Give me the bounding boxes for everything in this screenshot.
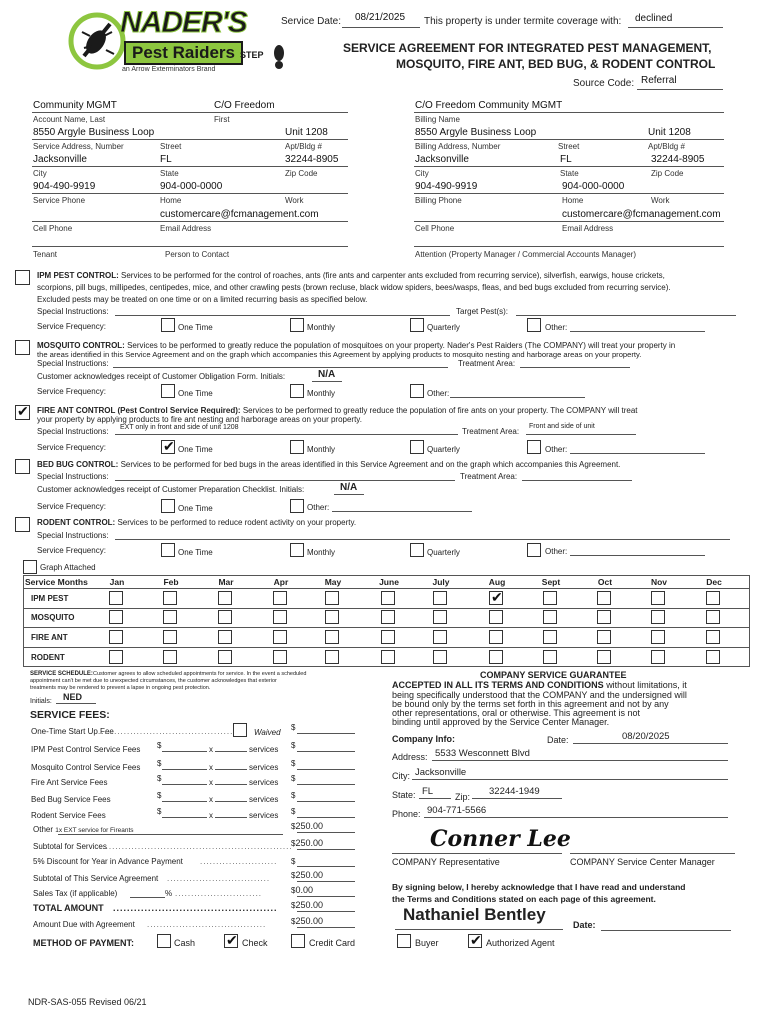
subtotal-agreement-amount[interactable]: 250.00 (295, 870, 323, 880)
rodent-checkbox[interactable] (15, 517, 30, 532)
ipm-one-time-label: One Time (178, 323, 213, 332)
billing-state-value[interactable]: FL (560, 154, 572, 165)
schedule-checkbox-1-5[interactable] (381, 610, 395, 624)
schedule-row-label-1: MOSQUITO (31, 613, 75, 622)
ipm-checkbox[interactable] (15, 270, 30, 285)
attention-label: Attention (Property Manager / Commercial Accounts Manager) (415, 250, 636, 259)
month-header-6: July (432, 577, 450, 587)
rodent-frequency-label: Service Frequency: (37, 546, 106, 555)
billing-email-value[interactable]: customercare@fcmanagement.com (562, 209, 721, 220)
schedule-checkbox-0-3[interactable] (273, 591, 287, 605)
currency-sign: $ (291, 886, 296, 895)
schedule-checkbox-2-0[interactable] (109, 630, 123, 644)
sales-tax-label: Sales Tax (if applicable) (33, 889, 118, 898)
schedule-checkbox-3-11[interactable] (706, 650, 720, 664)
guarantee-text4: other representations, oral or otherwise. This agreement is not (392, 708, 640, 718)
month-header-4: May (324, 577, 342, 587)
rodent-other-checkbox[interactable] (527, 543, 541, 557)
fire-ant-one-time-label: One Time (178, 445, 213, 454)
fee-row-services-2: services (249, 763, 279, 772)
email-label: Email Address (160, 224, 212, 233)
schedule-checkbox-1-2[interactable] (218, 610, 232, 624)
schedule-checkbox-0-10[interactable] (651, 591, 665, 605)
billing-home-value[interactable]: 904-000-0000 (562, 181, 625, 192)
rodent-title: RODENT CONTROL: (37, 518, 116, 527)
company-state-label: State: (392, 790, 416, 800)
rodent-quarterly-checkbox[interactable] (410, 543, 424, 557)
total-amount[interactable]: 250.00 (295, 900, 323, 910)
fee-row-amount-currency-1: $ (291, 741, 296, 750)
credit-card-label: Credit Card (309, 938, 356, 948)
rodent-one-time-checkbox[interactable] (161, 543, 175, 557)
company-address-label: Address: (392, 752, 428, 762)
schedule-initials-label: Initials: (30, 698, 52, 705)
schedule-checkbox-3-6[interactable] (433, 650, 447, 664)
ipm-special-label: Special Instructions: (37, 307, 109, 316)
billing-name-value[interactable]: C/O Freedom Community MGMT (415, 100, 563, 111)
fire-ant-quarterly-label: Quarterly (427, 445, 460, 454)
home-phone-value[interactable]: 904-000-0000 (160, 181, 223, 192)
email-value[interactable]: customercare@fcmanagement.com (160, 209, 319, 220)
bed-bug-ack-label: Customer acknowledges receipt of Customer Preparation Checklist. Initials: (37, 485, 305, 494)
graph-attached-checkbox[interactable] (23, 560, 37, 574)
bed-bug-treatment-label: Treatment Area: (460, 472, 518, 481)
graph-attached-label: Graph Attached (40, 563, 96, 572)
schedule-checkbox-0-7[interactable] (489, 591, 503, 605)
fire-ant-monthly-label: Monthly (307, 445, 336, 454)
company-date[interactable]: 08/20/2025 (622, 731, 670, 742)
agreement-title-line1: SERVICE AGREEMENT FOR INTEGRATED PEST MANAGEMENT, (343, 41, 712, 55)
service-zip-value[interactable]: 32244-8905 (285, 154, 339, 165)
billing-address-value[interactable]: 8550 Argyle Business Loop (415, 127, 537, 138)
schedule-checkbox-2-8[interactable] (543, 630, 557, 644)
rodent-desc1: Services to be performed to reduce rodent activity on your property. (117, 518, 357, 527)
zip-label: Zip Code (285, 169, 318, 178)
schedule-checkbox-0-1[interactable] (163, 591, 177, 605)
home-label: Home (160, 196, 182, 205)
service-address-label: Service Address, Number (33, 142, 124, 151)
schedule-checkbox-1-1[interactable] (163, 610, 177, 624)
schedule-checkbox-1-11[interactable] (706, 610, 720, 624)
logo-name: Pest Raiders (124, 41, 243, 65)
mosquito-other-label: Other: (427, 389, 450, 398)
ipm-frequency-label: Service Frequency: (37, 322, 106, 331)
fee-row-x-1: x (209, 745, 213, 754)
billing-name-label: Billing Name (415, 115, 460, 124)
mosquito-desc2: the areas identified in this Service Agreement and on the graph which accompanies this Agreement by applying products to mosquito nesting and harborage areas on your property. (37, 350, 642, 359)
fee-row-services-4: services (249, 795, 279, 804)
company-logo (62, 4, 282, 78)
company-zip[interactable]: 32244-1949 (489, 786, 540, 797)
fee-row-x-5: x (209, 811, 213, 820)
discount-currency: $ (291, 857, 296, 866)
month-header-1: Feb (163, 577, 179, 587)
ipm-other-label: Other: (545, 323, 568, 332)
fee-row-x-2: x (209, 763, 213, 772)
month-header-7: Aug (488, 577, 506, 587)
bed-bug-desc1: Services to be performed for bed bugs in the areas identified in this Service Agreement and on the graph which accompanies this Agreement. (120, 460, 621, 469)
fee-row-currency-2: $ (157, 759, 162, 768)
billing-email-label: Email Address (562, 224, 614, 233)
month-header-11: Dec (706, 577, 722, 587)
schedule-checkbox-1-0[interactable] (109, 610, 123, 624)
service-state-value[interactable]: FL (160, 154, 172, 165)
company-phone[interactable]: 904-771-5566 (427, 805, 487, 816)
service-schedule-label: SERVICE SCHEDULE: (30, 671, 93, 677)
service-fees-title: SERVICE FEES: (30, 709, 110, 721)
mosquito-desc1: Services to be performed to greatly reduce the population of mosquitoes on your property. Nader's Pest Raiders (The COMPANY) will treat your property in (127, 341, 676, 350)
schedule-checkbox-1-6[interactable] (433, 610, 447, 624)
guarantee-text2: being specifically understood that the COMPANY and the undersigned will (392, 690, 687, 700)
fee-row-amount-currency-0: $ (291, 723, 296, 732)
billing-zip-label: Zip Code (651, 169, 684, 178)
ipm-monthly-label: Monthly (307, 323, 336, 332)
ipm-quarterly-label: Quarterly (427, 323, 460, 332)
ipm-desc1: Services to be performed for the control of roaches, ants (fire ants and carpenter ants excluded from recurring service), silverfish, earwigs, house crickets, (121, 271, 665, 280)
fire-ant-desc1: Services to be performed to greatly reduce the population of fire ants on your property. The COMPANY will treat (242, 406, 638, 415)
person-to-contact-label: Person to Contact (165, 250, 230, 259)
customer-signature[interactable]: Nathaniel Bentley (403, 905, 546, 924)
currency-sign: $ (291, 822, 296, 831)
ipm-target-label: Target Pest(s): (456, 307, 509, 316)
billing-apt-label: Apt/Bldg # (648, 142, 685, 151)
subtotal-services-amount[interactable]: 250.00 (295, 838, 323, 848)
account-name-label: Account Name, Last (33, 115, 106, 124)
rodent-monthly-checkbox[interactable] (290, 543, 304, 557)
service-address-value[interactable]: 8550 Argyle Business Loop (33, 127, 155, 138)
fire-ant-frequency-label: Service Frequency: (37, 443, 106, 452)
cell-phone-label: Cell Phone (33, 224, 73, 233)
bed-bug-title: BED BUG CONTROL: (37, 460, 119, 469)
account-name-value[interactable]: Community MGMT (33, 100, 117, 111)
fee-row-label-4: Bed Bug Service Fees (31, 795, 111, 804)
fire-ant-treatment-label: Treatment Area: (462, 427, 520, 436)
ipm-title: IPM PEST CONTROL: (37, 271, 119, 280)
subtotal-services-label: Subtotal for Services (33, 842, 107, 851)
discount-label: 5% Discount for Year in Advance Payment (33, 857, 183, 866)
signature-ack2: the Terms and Conditions stated on each page of this agreement. (392, 894, 656, 904)
fee-row-services-3: services (249, 778, 279, 787)
schedule-initials[interactable]: NED (63, 692, 83, 702)
cash-label: Cash (174, 938, 196, 948)
step-logo: STEP (240, 50, 264, 60)
billing-city-value[interactable]: Jacksonville (415, 154, 469, 165)
schedule-checkbox-2-1[interactable] (163, 630, 177, 644)
schedule-checkbox-0-9[interactable] (597, 591, 611, 605)
credit-card-checkbox[interactable] (291, 934, 305, 948)
guarantee-text1: without limitations, it (606, 680, 687, 690)
ipm-quarterly-checkbox[interactable] (410, 318, 424, 332)
service-schedule-text1: Customer agrees to allow scheduled appointments for service. In the event a scheduled (93, 671, 307, 677)
schedule-checkbox-1-10[interactable] (651, 610, 665, 624)
service-date-label: Service Date: (281, 16, 342, 27)
fire-ant-quarterly-checkbox[interactable] (410, 440, 424, 454)
billing-city-label: City (415, 169, 429, 178)
currency-sign: $ (291, 871, 296, 880)
waived-label: Waived (254, 728, 281, 737)
service-schedule-text3: treatments may be rendered to prevent a lapse in ongoing pest protection. (30, 685, 211, 691)
service-city-value[interactable]: Jacksonville (33, 154, 87, 165)
authorized-agent-checkbox[interactable] (468, 934, 482, 948)
company-rep-label: COMPANY Representative (392, 857, 500, 867)
service-unit-value[interactable]: Unit 1208 (285, 127, 328, 138)
fee-row-amount-currency-2: $ (291, 759, 296, 768)
signature-ack1: By signing below, I hereby acknowledge that I have read and understand (392, 882, 686, 892)
fee-row-x-3: x (209, 778, 213, 787)
fire-ant-special-value[interactable]: EXT only in front and side of unit 1208 (120, 424, 239, 431)
authorized-agent-label: Authorized Agent (486, 938, 555, 948)
service-phone-label: Service Phone (33, 196, 86, 205)
company-city-label: City: (392, 771, 410, 781)
schedule-row-label-3: RODENT (31, 653, 65, 662)
schedule-checkbox-3-8[interactable] (543, 650, 557, 664)
mosquito-special-label: Special Instructions: (37, 359, 109, 368)
month-header-2: Mar (218, 577, 234, 587)
service-months-header: Service Months (25, 577, 88, 587)
footprint-icon (272, 44, 286, 70)
schedule-checkbox-2-11[interactable] (706, 630, 720, 644)
payment-method-label: METHOD OF PAYMENT: (33, 938, 135, 948)
mosquito-one-time-label: One Time (178, 389, 213, 398)
work-label: Work (285, 196, 304, 205)
service-phone-value[interactable]: 904-490-9919 (33, 181, 96, 192)
fire-ant-checkbox[interactable] (15, 405, 30, 420)
schedule-checkbox-3-3[interactable] (273, 650, 287, 664)
fire-ant-treatment-value[interactable]: Front and side of unit (529, 423, 595, 430)
fee-row-label-1: IPM Pest Control Service Fees (31, 745, 141, 754)
fee-row-label-5: Rodent Service Fees (31, 811, 106, 820)
guarantee-title: COMPANY SERVICE GUARANTEE (480, 670, 627, 680)
company-date-label: Date: (547, 735, 569, 745)
ipm-desc2: scorpions, pill bugs, millipedes, centipedes, mice, and other crawling pests (brown recluse, black widow spiders, bees/wasps, fleas, and bed bugs excluded from recurring service). (37, 283, 671, 292)
bed-bug-one-time-label: One Time (178, 504, 213, 513)
mosquito-monthly-checkbox[interactable] (290, 384, 304, 398)
rodent-monthly-label: Monthly (307, 548, 336, 557)
schedule-checkbox-1-7[interactable] (489, 610, 503, 624)
schedule-checkbox-2-10[interactable] (651, 630, 665, 644)
fee-row-services-5: services (249, 811, 279, 820)
mosquito-ack-label: Customer acknowledges receipt of Customer Obligation Form. Initials: (37, 372, 286, 381)
bed-bug-one-time-checkbox[interactable] (161, 499, 175, 513)
company-state[interactable]: FL (422, 786, 434, 797)
fee-row-amount-currency-4: $ (291, 791, 296, 800)
currency-sign: $ (291, 839, 296, 848)
billing-state-label: State (560, 169, 579, 178)
amount-due-label: Amount Due with Agreement (33, 920, 135, 929)
schedule-checkbox-0-11[interactable] (706, 591, 720, 605)
bed-bug-other-checkbox[interactable] (290, 499, 304, 513)
fee-row-currency-5: $ (157, 807, 162, 816)
fee-row-x-4: x (209, 795, 213, 804)
billing-zip-value[interactable]: 32244-8905 (651, 154, 705, 165)
schedule-checkbox-3-9[interactable] (597, 650, 611, 664)
check-label: Check (242, 938, 268, 948)
fee-row-label-2: Mosquito Control Service Fees (31, 763, 141, 772)
account-first-value[interactable]: C/O Freedom (214, 100, 275, 111)
bed-bug-other-label: Other: (307, 503, 330, 512)
tenant-label: Tenant (33, 250, 58, 259)
other-fee-label: Other (33, 825, 54, 834)
bed-bug-checkbox[interactable] (15, 459, 30, 474)
schedule-checkbox-0-8[interactable] (543, 591, 557, 605)
billing-cell-label: Cell Phone (415, 224, 455, 233)
signature-date-label: Date: (573, 920, 596, 930)
logo-tagline: an Arrow Exterminators Brand (122, 66, 216, 73)
fee-row-currency-4: $ (157, 791, 162, 800)
bed-bug-initials[interactable]: N/A (340, 482, 358, 493)
month-header-5: June (379, 577, 399, 587)
mosquito-one-time-checkbox[interactable] (161, 384, 175, 398)
mosquito-treatment-label: Treatment Area: (458, 359, 516, 368)
schedule-checkbox-3-5[interactable] (381, 650, 395, 664)
mosquito-other-checkbox[interactable] (410, 384, 424, 398)
billing-unit-value[interactable]: Unit 1208 (648, 127, 691, 138)
bed-bug-frequency-label: Service Frequency: (37, 502, 106, 511)
schedule-checkbox-0-4[interactable] (325, 591, 339, 605)
source-code-label: Source Code: (573, 78, 635, 89)
month-header-10: Nov (650, 577, 668, 587)
mosquito-monthly-label: Monthly (307, 389, 336, 398)
schedule-checkbox-0-2[interactable] (218, 591, 232, 605)
company-zip-label: Zip: (455, 792, 471, 802)
billing-work-label: Work (651, 196, 670, 205)
guarantee-text5: binding until approved by the Service Center Manager. (392, 717, 610, 727)
service-center-manager-label: COMPANY Service Center Manager (570, 857, 715, 867)
company-rep-signature[interactable]: Conner Lee (430, 826, 571, 852)
fee-row-label-0: One-Time Start Up Fee (31, 727, 114, 736)
guarantee-accepted: ACCEPTED IN ALL ITS TERMS AND CONDITIONS (392, 680, 604, 690)
schedule-checkbox-1-3[interactable] (273, 610, 287, 624)
amount-due[interactable]: 250.00 (295, 916, 323, 926)
sales-tax-pct: % (165, 889, 173, 898)
schedule-checkbox-0-5[interactable] (381, 591, 395, 605)
mosquito-frequency-label: Service Frequency: (37, 387, 106, 396)
form-id: NDR-SAS-055 Revised 06/21 (28, 997, 147, 1007)
mosquito-title: MOSQUITO CONTROL: (37, 341, 125, 350)
currency-sign: $ (291, 917, 296, 926)
month-header-0: Jan (109, 577, 125, 587)
company-address[interactable]: 5533 Wesconnett Blvd (435, 748, 530, 759)
billing-home-label: Home (562, 196, 584, 205)
fire-ant-other-label: Other: (545, 445, 568, 454)
schedule-checkbox-2-5[interactable] (381, 630, 395, 644)
schedule-checkbox-3-2[interactable] (218, 650, 232, 664)
schedule-checkbox-1-4[interactable] (325, 610, 339, 624)
first-name-label: First (214, 115, 230, 124)
ipm-one-time-checkbox[interactable] (161, 318, 175, 332)
fee-row-services-1: services (249, 745, 279, 754)
rodent-special-label: Special Instructions: (37, 531, 109, 540)
other-fee-amount[interactable]: 250.00 (295, 821, 323, 831)
schedule-row-label-2: FIRE ANT (31, 633, 68, 642)
agreement-title-line2: MOSQUITO, FIRE ANT, BED BUG, & RODENT CONTROL (396, 57, 716, 71)
billing-phone-label: Billing Phone (415, 196, 462, 205)
cash-checkbox[interactable] (157, 934, 171, 948)
service-date-field[interactable]: 08/21/2025 (355, 12, 406, 23)
rodent-one-time-label: One Time (178, 548, 213, 557)
mosquito-checkbox[interactable] (15, 340, 30, 355)
rodent-other-label: Other: (545, 547, 568, 556)
subtotal-agreement-label: Subtotal of This Service Agreement (33, 874, 159, 883)
billing-phone-value[interactable]: 904-490-9919 (415, 181, 478, 192)
company-phone-label: Phone: (392, 809, 421, 819)
month-header-9: Oct (597, 577, 613, 587)
fire-ant-special-label: Special Instructions: (37, 427, 109, 436)
fee-row-label-3: Fire Ant Service Fees (31, 778, 108, 787)
total-amount-label: TOTAL AMOUNT (33, 903, 104, 913)
fire-ant-one-time-checkbox[interactable] (161, 440, 175, 454)
service-schedule-text2: appointment can't be met due to unexpected circumstances, the customer acknowledges that exterior (30, 678, 277, 684)
check-checkbox[interactable] (224, 934, 238, 948)
fire-ant-title: FIRE ANT CONTROL (Pest Control Service Required): (37, 406, 241, 415)
fire-ant-monthly-checkbox[interactable] (290, 440, 304, 454)
other-fee-desc[interactable]: 1x EXT service for Fireants (55, 827, 134, 834)
schedule-checkbox-0-6[interactable] (433, 591, 447, 605)
guarantee-text3: be bound only by the terms set forth in this agreement and not by any (392, 699, 669, 709)
waived-checkbox[interactable] (233, 723, 247, 737)
schedule-checkbox-3-4[interactable] (325, 650, 339, 664)
schedule-checkbox-2-6[interactable] (433, 630, 447, 644)
sales-tax-amount[interactable]: 0.00 (295, 885, 313, 895)
schedule-checkbox-3-1[interactable] (163, 650, 177, 664)
schedule-checkbox-3-7[interactable] (489, 650, 503, 664)
fire-ant-other-checkbox[interactable] (527, 440, 541, 454)
schedule-checkbox-3-0[interactable] (109, 650, 123, 664)
schedule-checkbox-0-0[interactable] (109, 591, 123, 605)
company-city[interactable]: Jacksonville (415, 767, 467, 778)
city-label: City (33, 169, 47, 178)
state-label: State (160, 169, 179, 178)
schedule-checkbox-2-7[interactable] (489, 630, 503, 644)
fee-row-currency-1: $ (157, 741, 162, 750)
ipm-other-checkbox[interactable] (527, 318, 541, 332)
fee-row-currency-3: $ (157, 774, 162, 783)
termite-coverage-label: This property is under termite coverage with: (424, 16, 622, 27)
mosquito-initials[interactable]: N/A (318, 369, 336, 380)
apt-bldg-label: Apt/Bldg # (285, 142, 322, 151)
company-info-label: Company Info: (392, 734, 455, 744)
schedule-checkbox-2-2[interactable] (218, 630, 232, 644)
buyer-label: Buyer (415, 938, 439, 948)
schedule-checkbox-2-9[interactable] (597, 630, 611, 644)
bed-bug-special-label: Special Instructions: (37, 472, 109, 481)
schedule-checkbox-2-4[interactable] (325, 630, 339, 644)
billing-street-label: Street (558, 142, 580, 151)
street-label: Street (160, 142, 182, 151)
schedule-checkbox-1-8[interactable] (543, 610, 557, 624)
ipm-monthly-checkbox[interactable] (290, 318, 304, 332)
schedule-checkbox-2-3[interactable] (273, 630, 287, 644)
ipm-desc3: Excluded pests may be treated on one time or on a limited recurring basis as specified below. (37, 295, 368, 304)
source-code-field[interactable]: Referral (641, 75, 677, 86)
rodent-quarterly-label: Quarterly (427, 548, 460, 557)
month-header-3: Apr (273, 577, 289, 587)
schedule-checkbox-1-9[interactable] (597, 610, 611, 624)
schedule-checkbox-3-10[interactable] (651, 650, 665, 664)
fee-row-amount-currency-5: $ (291, 807, 296, 816)
currency-sign: $ (291, 901, 296, 910)
schedule-row-label-0: IPM PEST (31, 594, 69, 603)
billing-address-label: Billing Address, Number (415, 142, 501, 151)
month-header-8: Sept (541, 577, 561, 587)
logo-brand: NADER'S (120, 6, 247, 39)
fee-row-amount-currency-3: $ (291, 774, 296, 783)
termite-coverage-field[interactable]: declined (635, 13, 673, 24)
buyer-checkbox[interactable] (397, 934, 411, 948)
fire-ant-desc2: your property by applying products to fire ant nesting and harborage areas on your property. (37, 415, 362, 424)
